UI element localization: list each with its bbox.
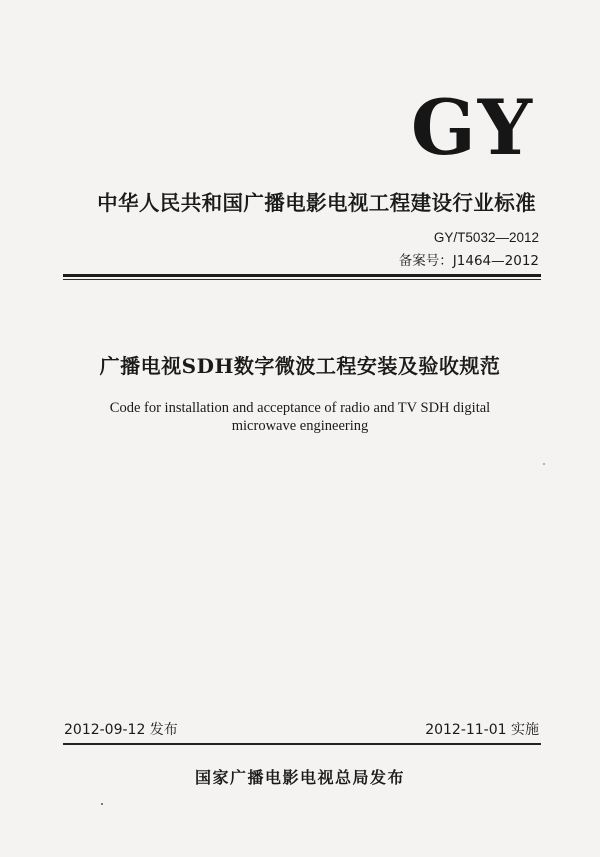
issuer-title: 中华人民共和国广播电影电视工程建设行业标准 bbox=[97, 191, 536, 215]
standard-number: GY/T5032—2012 bbox=[433, 230, 539, 245]
implementation-date: 2012-11-01 实施 bbox=[425, 722, 539, 738]
issue-date: 2012-09-12 发布 bbox=[64, 722, 178, 738]
gy-logo: GY bbox=[410, 83, 534, 172]
document-title-chinese: 广播电视SDH数字微波工程安装及验收规范 bbox=[99, 354, 501, 378]
english-title-line-2: microwave engineering bbox=[231, 418, 369, 434]
record-number: 备案号：J1464—2012 bbox=[398, 253, 539, 269]
english-title-line-1: Code for installation and acceptance of radio and TV SDH digital bbox=[109, 400, 491, 416]
header-divider-thin bbox=[63, 279, 541, 280]
print-speck bbox=[543, 463, 545, 465]
footer-divider bbox=[63, 743, 541, 745]
print-speck bbox=[101, 803, 103, 805]
publisher-line: 国家广播电影电视总局发布 bbox=[194, 768, 405, 787]
header-divider-thick bbox=[63, 274, 541, 277]
document-title-english bbox=[70, 399, 530, 435]
